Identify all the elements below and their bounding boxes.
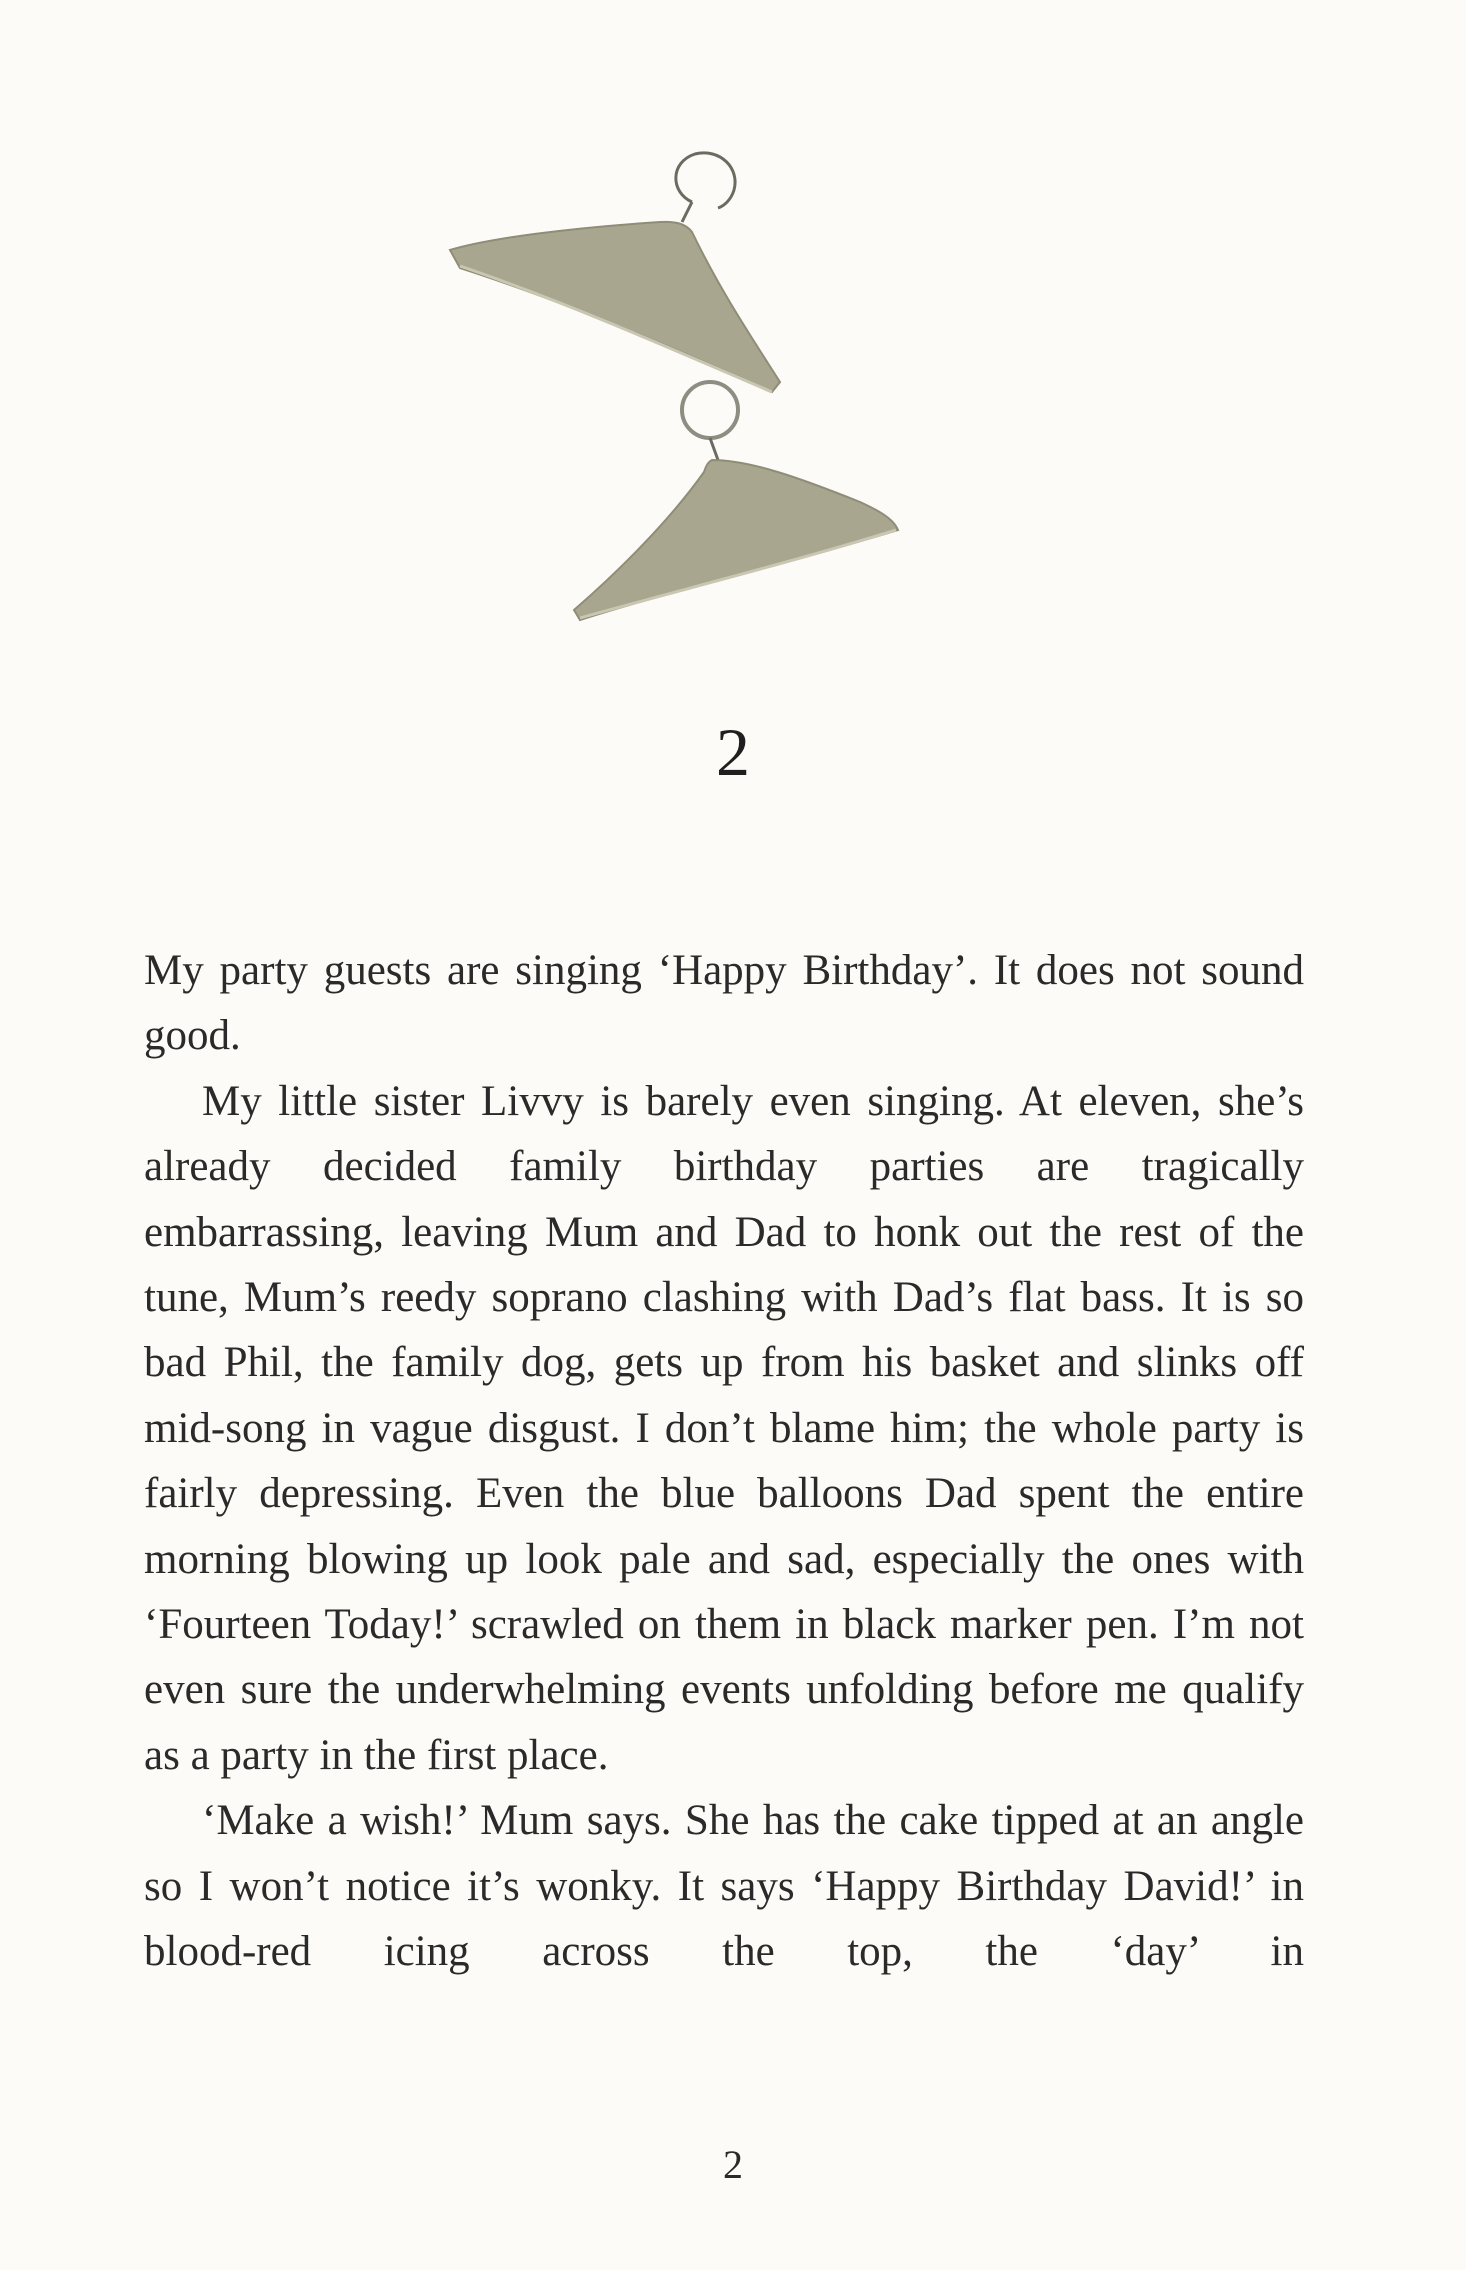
paragraph: ‘Make a wish!’ Mum says. She has the cake tipped at an angle so I won’t notice it’s wonky. It says ‘Happy Birthday David!’ in blood-red icing across the top, the ‘day’ in [144,1797,1304,1976]
chapter-number: 2 [716,714,750,790]
upper-hanger-body [450,222,780,392]
body-text [144,938,1304,1985]
paragraph: My little sister Livvy is barely even singing. At eleven, she’s already decided family birthday parties are tragically embarrassing, leaving Mum and Dad to honk out the rest of the tune, Mum’s reedy soprano clashing with Dad’s flat bass. It is so bad Phil, the family dog, gets up from his basket and slinks off mid-song in vague disgust. I don’t blame him; the whole party is fairly depressing. Even the blue balloons Dad spent the entire morning blowing up look pale and sad, especially the ones with ‘Fourteen Today!’ scrawled on them in black marker pen. I’m not even sure the underwhelming events unfolding before me qualify as a party in the first place. [144,1077,1304,1779]
upper-hanger-neck [682,202,692,222]
lower-hanger-body [574,460,898,620]
page-number: 2 [723,2142,743,2187]
paragraph: My party guests are singing ‘Happy Birthday’. It does not sound good. [144,947,1304,1060]
lower-hanger-neck [710,438,718,460]
connecting-ring [682,382,738,438]
upper-hanger-hook [676,153,735,208]
clothes-hangers-icon [420,110,1020,670]
